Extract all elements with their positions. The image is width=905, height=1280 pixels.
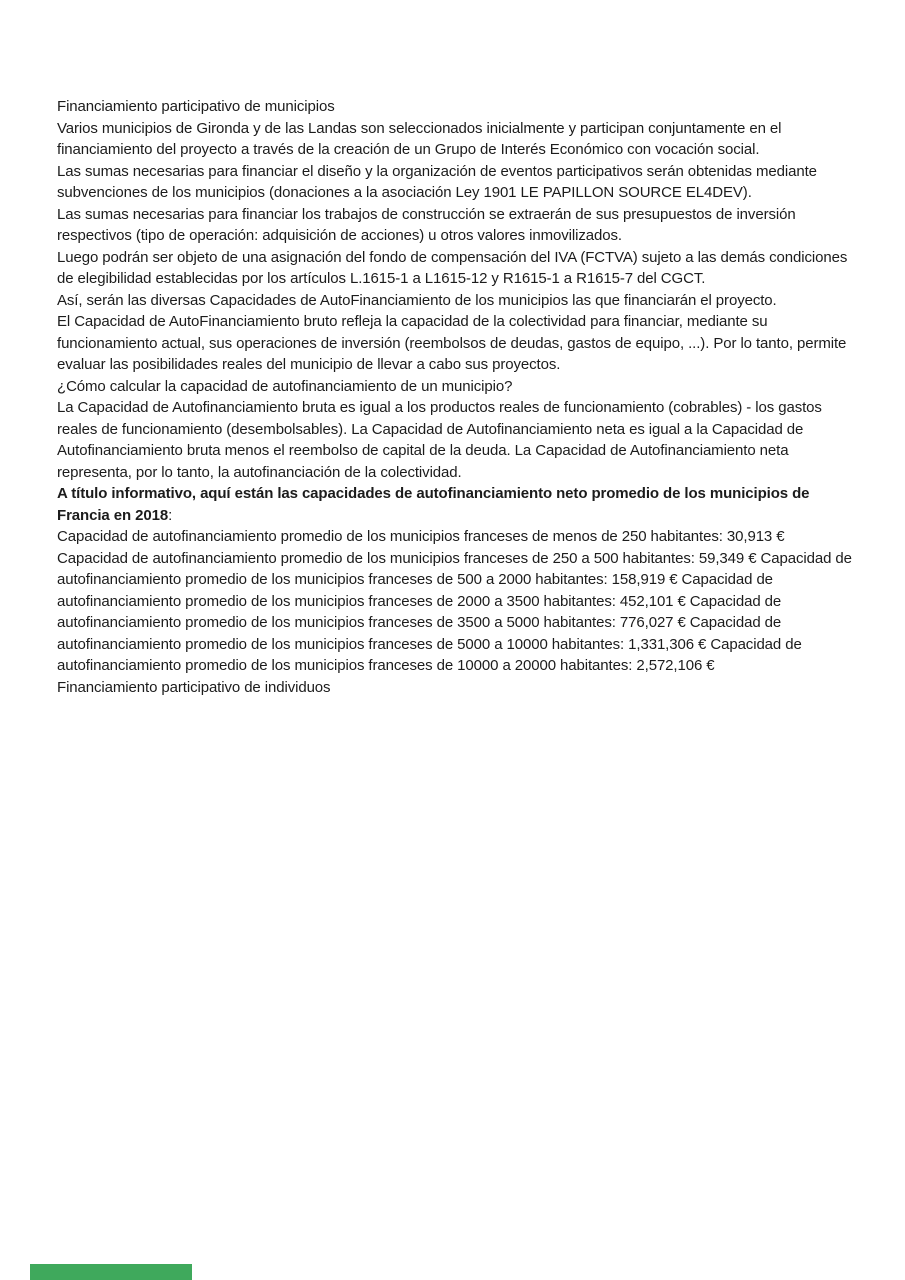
paragraph-caf-definicion: La Capacidad de Autofinanciamiento bruta es igual a los productos reales de funcionamiento (cobrables) - los gastos reales de funcionamiento (desembolsables). La Capacidad de Autofinanciamiento neta es igual a la Capacidad de Autofinanciamiento bruta menos el reembolso de capital de la deuda. La Capacidad de Autofinanciamiento neta representa, por lo tanto, la autofinanciación de la colectividad. — [57, 399, 822, 481]
subtitle-titulo-informativo-colon: : — [168, 506, 173, 524]
paragraph-sumas-diseno: Las sumas necesarias para financiar el diseño y la organización de eventos participativos serán obtenidas mediante subvenciones de los municipios (donaciones a la asociación Ley 1901 LE PAPILLON SOURCE EL4DEV). — [57, 162, 817, 201]
heading-financiamiento-municipios: Financiamiento participativo de municipios — [57, 98, 335, 115]
subtitle-titulo-informativo-text: A título informativo, aquí están las capacidades de autofinanciamiento neto promedio de los municipios de Francia en 2018 — [57, 485, 810, 524]
paragraph-asi-seran: Así, serán las diversas Capacidades de AutoFinanciamiento de los municipios las que financiarán el proyecto. — [57, 291, 777, 309]
heading-como-calcular: ¿Cómo calcular la capacidad de autofinanciamiento de un municipio? — [57, 377, 513, 395]
paragraph-caf-bruto: El Capacidad de AutoFinanciamiento bruto refleja la capacidad de la colectividad para financiar, mediante su funcionamiento actual, sus operaciones de inversión (reembolsos de deudas, gastos de equipo, ...). Por lo tanto, permite evaluar las posibilidades reales del municipio de llevar a cabo sus proyectos. — [57, 313, 847, 373]
paragraph-varios-municipios: Varios municipios de Gironda y de las Landas son seleccionados inicialmente y participan conjuntamente en el financiamiento del proyecto a través de la creación de un Grupo de Interés Económico con vocación social. — [57, 119, 782, 158]
heading-financiamiento-individuos: Financiamiento participativo de individuos — [57, 678, 331, 696]
green-section-bar — [30, 1264, 192, 1280]
subtitle-titulo-informativo — [57, 483, 855, 526]
paragraph-fctva: Luego podrán ser objeto de una asignación del fondo de compensación del IVA (FCTVA) sujeto a las demás condiciones de elegibilidad establecidas por los artículos L.1615-1 a L1615-12 y R1615-1 a R1615-7 del CGCT. — [57, 248, 848, 287]
paragraph-sumas-construccion: Las sumas necesarias para financiar los trabajos de construcción se extraerán de sus presupuestos de inversión respectivos (tipo de operación: adquisición de acciones) u otros valores inmovilizados. — [57, 205, 796, 244]
paragraph-capacidades-promedio: Capacidad de autofinanciamiento promedio de los municipios franceses de menos de 250 habitantes: 30,913 € Capacidad de autofinanciamiento promedio de los municipios franceses de 250 a 500 habitantes: 59,349 € Capacidad de autofinanciamiento promedio de los municipios franceses de 500 a 2000 habitantes: 158,919 € Capacidad de autofinanciamiento promedio de los municipios franceses de 2000 a 3500 habitantes: 452,101 € Capacidad de autofinanciamiento promedio de los municipios franceses de 3500 a 5000 habitantes: 776,027 € Capacidad de autofinanciamiento promedio de los municipios franceses de 5000 a 10000 habitantes: 1,331,306 € Capacidad de autofinanciamiento promedio de los municipios franceses de 10000 a 20000 habitantes: 2,572,106 € — [57, 528, 852, 674]
